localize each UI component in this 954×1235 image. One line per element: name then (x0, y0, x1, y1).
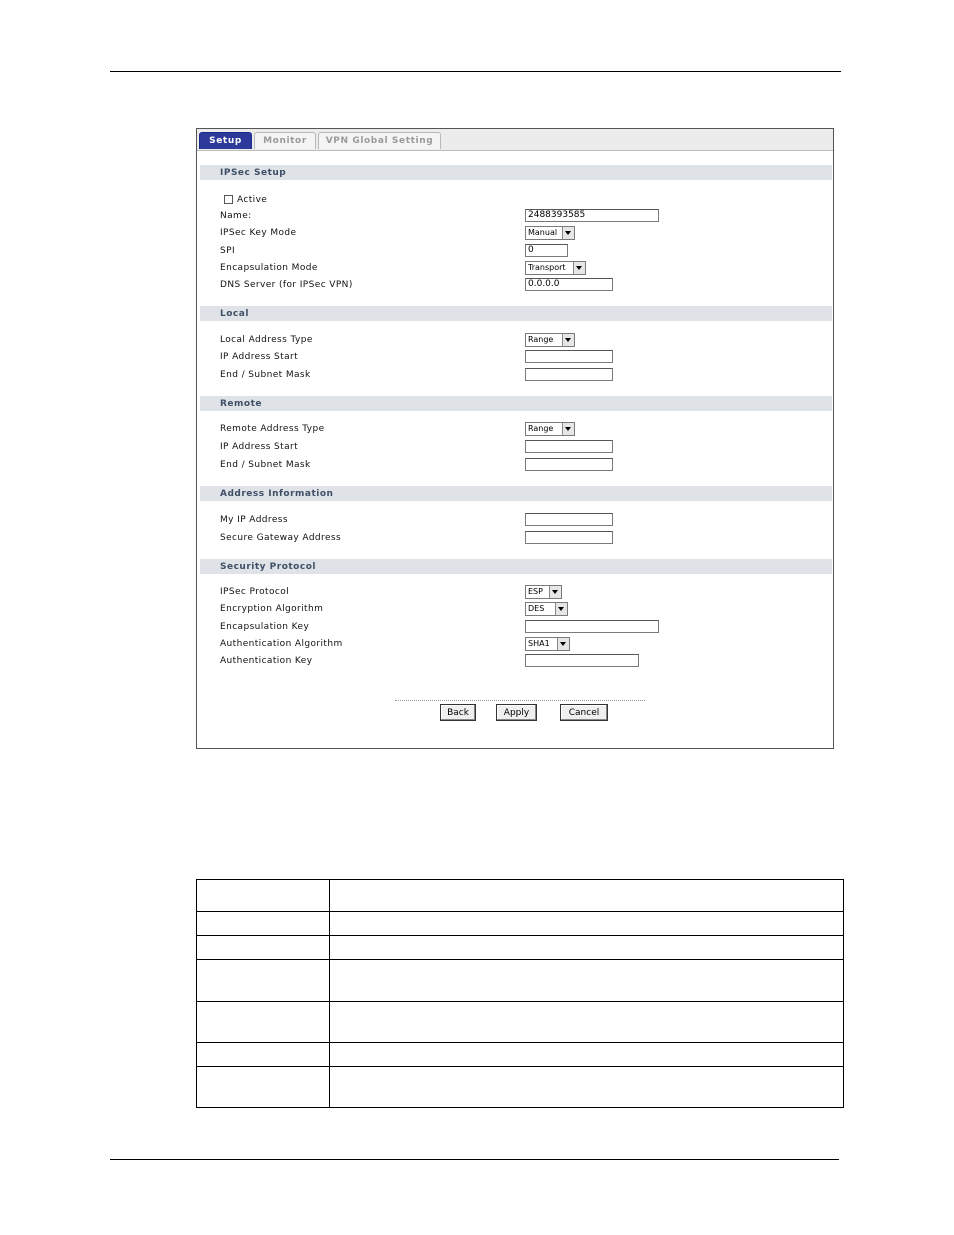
secure-gateway-input[interactable] (525, 531, 613, 544)
dns-server-input[interactable]: 0.0.0.0 (525, 278, 613, 291)
apply-button[interactable]: Apply (496, 704, 537, 721)
local-end-mask-label: End / Subnet Mask (220, 370, 311, 380)
encryption-algorithm-label: Encryption Algorithm (220, 604, 324, 614)
local-address-type-value: Range (528, 335, 554, 344)
encapsulation-key-label: Encapsulation Key (220, 622, 310, 632)
table-cell (330, 880, 844, 912)
key-mode-value: Manual (528, 228, 558, 237)
key-mode-label: IPSec Key Mode (220, 228, 297, 238)
encryption-algorithm-value: DES (528, 604, 545, 613)
remote-address-type-label: Remote Address Type (220, 424, 325, 434)
header-rule (110, 71, 841, 72)
table-cell (197, 1042, 330, 1066)
tab-setup[interactable]: Setup (199, 132, 252, 149)
table-row (197, 1066, 844, 1107)
encapsulation-mode-label: Encapsulation Mode (220, 263, 318, 273)
ipsec-protocol-label: IPSec Protocol (220, 587, 290, 597)
table-row (197, 1042, 844, 1066)
ipsec-setup-window (196, 128, 834, 749)
field-description-table (196, 879, 844, 1108)
table-cell (330, 936, 844, 960)
remote-ip-start-label: IP Address Start (220, 442, 299, 452)
chevron-down-icon[interactable] (562, 227, 574, 239)
table-cell (197, 1001, 330, 1042)
authentication-algorithm-value: SHA1 (528, 639, 550, 648)
remote-address-type-value: Range (528, 424, 554, 433)
key-mode-select[interactable] (525, 226, 575, 240)
local-address-type-label: Local Address Type (220, 335, 313, 345)
table-cell (330, 960, 844, 1001)
name-input[interactable]: 2488393585 (525, 209, 659, 222)
ipsec-protocol-value: ESP (528, 587, 543, 596)
chevron-down-icon[interactable] (555, 603, 567, 615)
cancel-button[interactable]: Cancel (560, 704, 608, 721)
my-ip-input[interactable] (525, 513, 613, 526)
table-cell (197, 912, 330, 936)
footer-rule (110, 1159, 839, 1160)
tab-monitor[interactable]: Monitor (254, 132, 316, 149)
active-checkbox[interactable] (224, 195, 233, 204)
remote-ip-start-input[interactable] (525, 440, 613, 453)
table-cell (330, 912, 844, 936)
tab-vpn-global-setting[interactable]: VPN Global Setting (318, 132, 441, 149)
tab-strip (197, 129, 833, 151)
table-cell (330, 1001, 844, 1042)
dns-server-label: DNS Server (for IPSec VPN) (220, 280, 353, 290)
local-ip-start-label: IP Address Start (220, 352, 299, 362)
remote-address-type-select[interactable] (525, 422, 575, 436)
local-end-mask-input[interactable] (525, 368, 613, 381)
authentication-key-label: Authentication Key (220, 656, 313, 666)
authentication-key-input[interactable] (525, 654, 639, 667)
table-cell (330, 1066, 844, 1107)
table-cell (197, 960, 330, 1001)
chevron-down-icon[interactable] (562, 334, 574, 346)
remote-end-mask-input[interactable] (525, 458, 613, 471)
encapsulation-key-input[interactable] (525, 620, 659, 633)
section-remote: Remote (200, 396, 832, 411)
local-ip-start-input[interactable] (525, 350, 613, 363)
encapsulation-mode-select[interactable] (525, 261, 586, 275)
table-cell (330, 1042, 844, 1066)
section-address-information: Address Information (200, 486, 832, 501)
encryption-algorithm-select[interactable] (525, 602, 568, 616)
remote-end-mask-label: End / Subnet Mask (220, 460, 311, 470)
spi-label: SPI (220, 246, 235, 256)
chevron-down-icon[interactable] (557, 638, 569, 650)
back-button[interactable]: Back (440, 704, 476, 721)
table-row (197, 1001, 844, 1042)
authentication-algorithm-label: Authentication Algorithm (220, 639, 343, 649)
local-address-type-select[interactable] (525, 333, 575, 347)
table-row (197, 912, 844, 936)
table-row (197, 936, 844, 960)
chevron-down-icon[interactable] (549, 586, 561, 598)
encapsulation-mode-value: Transport (528, 263, 566, 272)
section-local: Local (200, 306, 832, 321)
table-header-row (197, 880, 844, 912)
active-label: Active (237, 195, 268, 205)
secure-gateway-label: Secure Gateway Address (220, 533, 342, 543)
chevron-down-icon[interactable] (562, 423, 574, 435)
name-label: Name: (220, 211, 252, 221)
table-row (197, 960, 844, 1001)
button-divider (395, 700, 645, 701)
section-ipsec-setup: IPSec Setup (200, 165, 832, 180)
chevron-down-icon[interactable] (573, 262, 585, 274)
table-cell (197, 936, 330, 960)
table-cell (197, 880, 330, 912)
spi-input[interactable]: 0 (525, 244, 568, 257)
authentication-algorithm-select[interactable] (525, 637, 570, 651)
section-security-protocol: Security Protocol (200, 559, 832, 574)
my-ip-label: My IP Address (220, 515, 288, 525)
ipsec-protocol-select[interactable] (525, 585, 562, 599)
table-cell (197, 1066, 330, 1107)
